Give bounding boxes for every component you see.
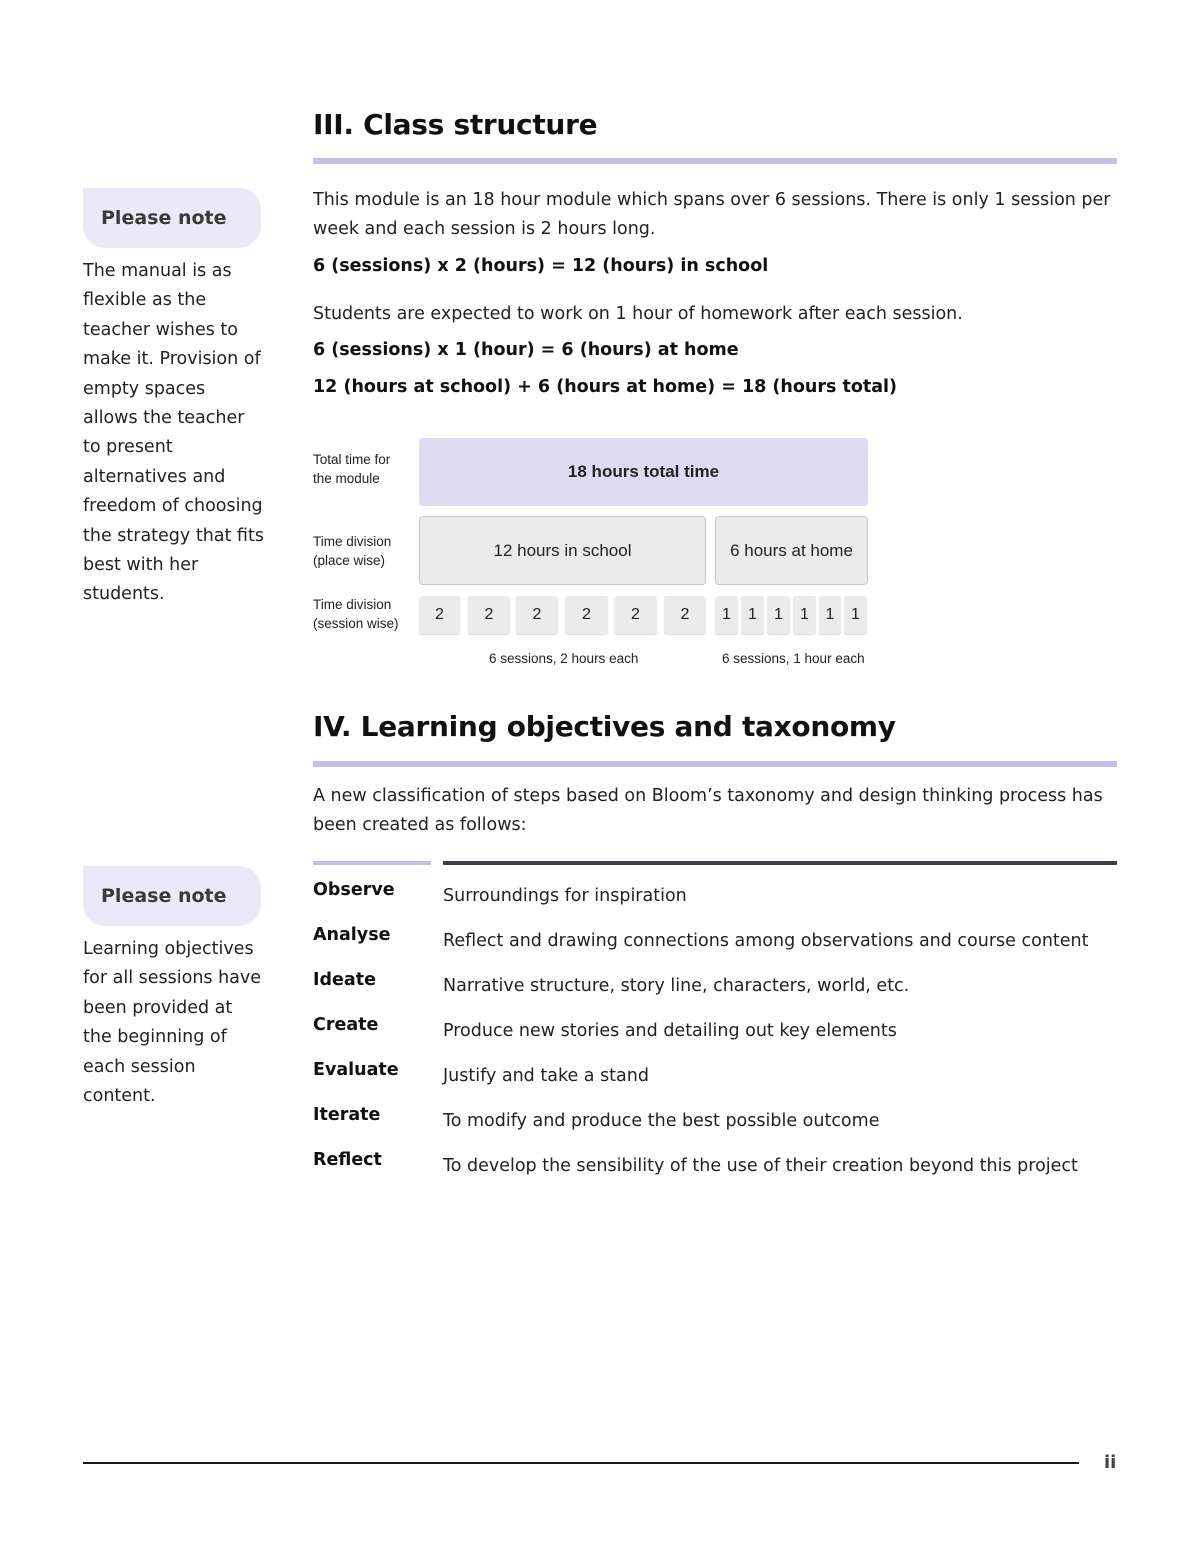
section-3-divider: [313, 158, 1117, 164]
diagram-row-label-total: Total time for the module: [313, 452, 391, 486]
school-session-box: 2: [468, 596, 510, 634]
taxonomy-description: To develop the sensibility of the use of their creation beyond this project: [443, 1156, 1078, 1176]
table-row: [313, 1015, 1117, 1045]
homework-text: Students are expected to work on 1 hour of homework after each session.: [313, 304, 963, 324]
section-4-title: IV. Learning objectives and taxonomy: [313, 710, 896, 743]
taxonomy-term: Ideate: [313, 970, 376, 990]
taxonomy-description: Produce new stories and detailing out key elements: [443, 1021, 897, 1041]
taxonomy-description: To modify and produce the best possible outcome: [443, 1111, 880, 1131]
page-number: ii: [1104, 1452, 1117, 1473]
taxonomy-term: Observe: [313, 880, 395, 900]
table-row: [313, 970, 1117, 1000]
please-note-badge: Please note: [83, 188, 261, 248]
school-session-box: 2: [419, 596, 460, 634]
diagram-row-label-place: Time division (place wise): [313, 534, 392, 568]
taxonomy-term: Create: [313, 1015, 379, 1035]
table-row: [313, 1060, 1117, 1090]
footer-rule: [83, 1462, 1079, 1464]
taxonomy-description: Narrative structure, story line, characters, world, etc.: [443, 976, 910, 996]
equation-school: 6 (sessions) x 2 (hours) = 12 (hours) in school: [313, 256, 769, 276]
school-session-box: 2: [565, 596, 608, 634]
school-hours-box: 12 hours in school: [419, 516, 706, 585]
taxonomy-term: Reflect: [313, 1150, 382, 1170]
home-sessions-caption: 6 sessions, 1 hour each: [722, 651, 865, 666]
section-3-title: III. Class structure: [313, 108, 598, 141]
section-4-divider: [313, 761, 1117, 767]
home-hours-box: 6 hours at home: [715, 516, 868, 585]
taxonomy-description: Justify and take a stand: [443, 1066, 649, 1086]
equation-home: 6 (sessions) x 1 (hour) = 6 (hours) at home: [313, 340, 739, 360]
school-session-box: 2: [664, 596, 706, 634]
school-session-box: 2: [516, 596, 558, 634]
home-session-box: 1: [715, 596, 738, 634]
diagram-row-label-session: Time division (session wise): [313, 597, 399, 631]
equation-total: 12 (hours at school) + 6 (hours at home) = 18 (hours total): [313, 377, 898, 397]
please-note-text: The manual is as flexible as the teacher wishes to make it. Provision of empty spaces allows the teacher to present alternatives and freedom of choosing the strategy that fits best with her students.: [83, 261, 264, 605]
table-row: [313, 925, 1117, 955]
section-3-intro: This module is an 18 hour module which spans over 6 sessions. There is only 1 session per week and each session is 2 hours long.: [313, 190, 1111, 239]
section-4-intro: A new classification of steps based on Bloom’s taxonomy and design thinking process has been created as follows:: [313, 786, 1103, 835]
home-session-box: 1: [844, 596, 867, 634]
home-session-box: 1: [741, 596, 764, 634]
please-note-badge: Please note: [83, 866, 261, 926]
taxonomy-term: Analyse: [313, 925, 391, 945]
home-session-box: 1: [793, 596, 816, 634]
home-session-box: 1: [819, 596, 841, 634]
table-row: [313, 1105, 1117, 1135]
total-time-box: 18 hours total time: [419, 438, 868, 506]
taxonomy-term: Evaluate: [313, 1060, 399, 1080]
please-note-text: Learning objectives for all sessions have been provided at the beginning of each session content.: [83, 939, 262, 1107]
school-session-box: 2: [614, 596, 657, 634]
table-term-header-rule: [313, 861, 431, 865]
table-row: [313, 880, 1117, 910]
table-row: [313, 1150, 1117, 1180]
taxonomy-description: Surroundings for inspiration: [443, 886, 687, 906]
table-desc-header-rule: [443, 861, 1117, 865]
school-sessions-caption: 6 sessions, 2 hours each: [489, 651, 639, 666]
taxonomy-description: Reflect and drawing connections among observations and course content: [443, 931, 1089, 951]
home-session-box: 1: [767, 596, 790, 634]
taxonomy-term: Iterate: [313, 1105, 381, 1125]
